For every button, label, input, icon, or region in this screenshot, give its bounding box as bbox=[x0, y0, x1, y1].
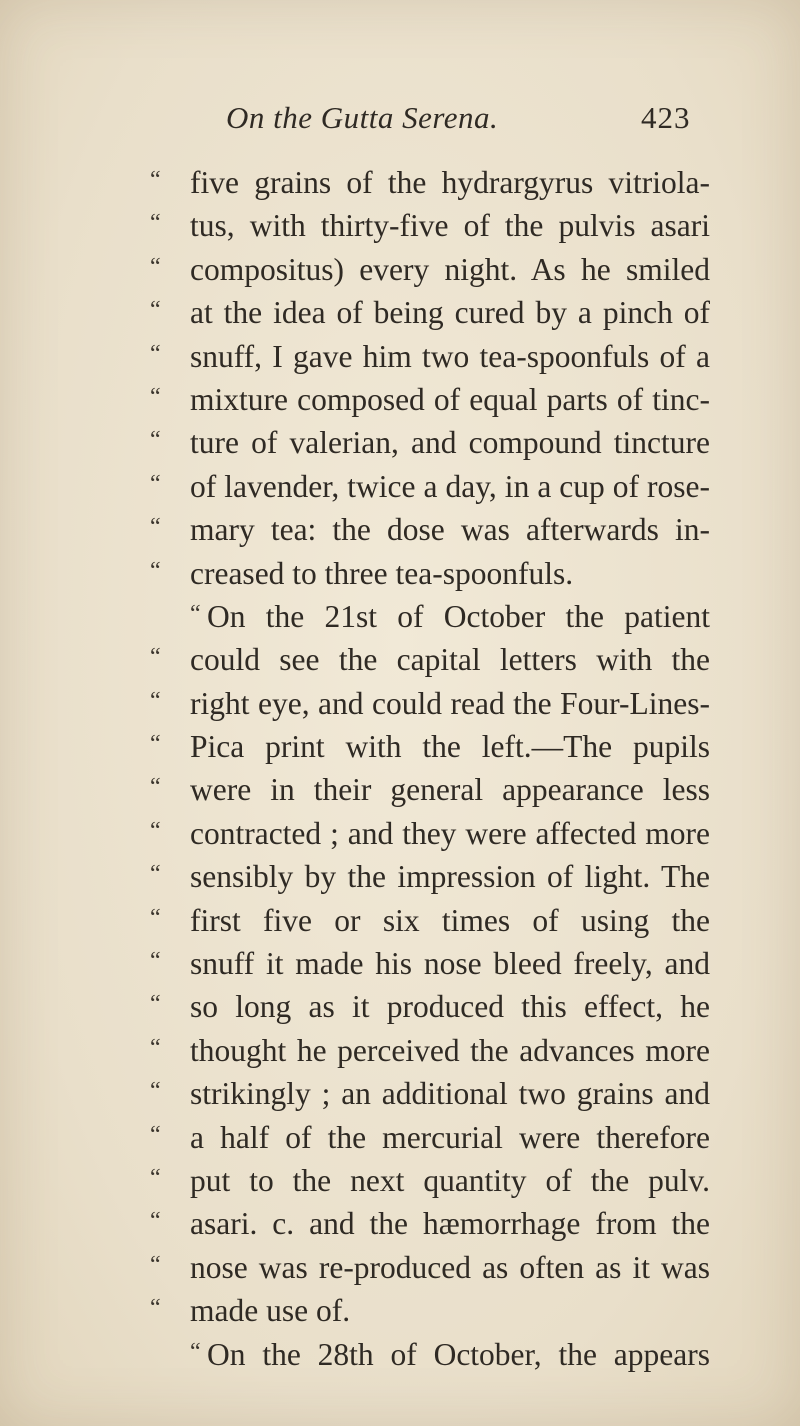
margin-quote-mark: “ bbox=[150, 210, 161, 237]
text-line bbox=[0, 1072, 800, 1115]
text-line bbox=[0, 552, 800, 595]
line-text: ture of valerian, and compound tincture bbox=[190, 425, 710, 461]
margin-quote-mark: “ bbox=[150, 1208, 161, 1235]
text-line bbox=[0, 942, 800, 985]
running-title: On the Gutta Serena. bbox=[226, 100, 499, 135]
margin-quote-mark: “ bbox=[150, 383, 161, 410]
line-text: sensibly by the impression of light. The bbox=[190, 859, 710, 895]
margin-quote-mark: “ bbox=[150, 1034, 161, 1061]
line-text: at the idea of being cured by a pinch of bbox=[190, 295, 710, 331]
margin-quote-mark: “ bbox=[150, 991, 161, 1018]
margin-quote-mark: “ bbox=[150, 904, 161, 931]
line-text: of lavender, twice a day, in a cup of rose- bbox=[190, 468, 710, 504]
line-text: five grains of the hydrargyrus vitriola- bbox=[190, 165, 710, 200]
text-line bbox=[0, 508, 800, 551]
margin-quote-mark: “ bbox=[150, 470, 161, 497]
text-line bbox=[0, 899, 800, 942]
text-line bbox=[0, 725, 800, 768]
text-line bbox=[0, 985, 800, 1028]
line-text: On the 21st of October the patient bbox=[207, 598, 710, 634]
margin-quote-mark: “ bbox=[150, 774, 161, 801]
line-text: right eye, and could read the Four-Lines- bbox=[190, 685, 710, 721]
margin-quote-mark: “ bbox=[150, 557, 161, 584]
margin-quote-mark: “ bbox=[150, 861, 161, 888]
text-line bbox=[0, 421, 800, 464]
margin-quote-mark: “ bbox=[150, 948, 161, 975]
line-text: mixture composed of equal parts of tinc- bbox=[190, 381, 710, 417]
line-text: On the 28th of October, the appears bbox=[207, 1336, 710, 1372]
text-line bbox=[0, 1159, 800, 1202]
line-text: put to the next quantity of the pulv. bbox=[190, 1162, 710, 1198]
text-line bbox=[0, 378, 800, 421]
text-line bbox=[0, 595, 800, 638]
line-text: snuff, I gave him two tea-spoonfuls of a bbox=[190, 338, 710, 374]
margin-quote-mark: “ bbox=[150, 340, 161, 367]
margin-quote-mark: “ bbox=[150, 817, 161, 844]
margin-quote-mark: “ bbox=[150, 731, 161, 758]
line-text: nose was re-produced as often as it was bbox=[190, 1249, 710, 1285]
page-header bbox=[0, 100, 800, 140]
line-text: asari. c. and the hæmorrhage from the bbox=[190, 1206, 710, 1242]
text-line bbox=[0, 161, 800, 204]
text-line bbox=[0, 204, 800, 247]
text-line bbox=[0, 1116, 800, 1159]
body-text bbox=[0, 161, 800, 1376]
text-line bbox=[0, 1246, 800, 1289]
line-text: snuff it made his nose bleed freely, and bbox=[190, 946, 710, 982]
line-text: tus, with thirty-five of the pulvis asari bbox=[190, 208, 710, 244]
text-line bbox=[0, 682, 800, 725]
line-text: contracted ; and they were affected more bbox=[190, 815, 710, 851]
page-number: 423 bbox=[641, 100, 691, 135]
text-line bbox=[0, 768, 800, 811]
margin-quote-mark: “ bbox=[150, 427, 161, 454]
line-text: first five or six times of using the bbox=[190, 902, 710, 938]
margin-quote-mark: “ bbox=[150, 1078, 161, 1105]
line-text: thought he perceived the advances more bbox=[190, 1032, 710, 1068]
text-line bbox=[0, 1333, 800, 1376]
line-text: Pica print with the left.—The pupils bbox=[190, 729, 710, 765]
text-line bbox=[0, 1289, 800, 1332]
line-text: compositus) every night. As he smiled bbox=[190, 251, 710, 287]
line-text: so long as it produced this effect, he bbox=[190, 989, 710, 1025]
margin-quote-mark: “ bbox=[150, 644, 161, 671]
margin-quote-mark: “ bbox=[150, 1121, 161, 1148]
opening-quote-mark: “ bbox=[190, 1338, 201, 1365]
opening-quote-mark: “ bbox=[190, 600, 201, 627]
text-line bbox=[0, 1202, 800, 1245]
line-text: mary tea: the dose was afterwards in- bbox=[190, 512, 710, 548]
margin-quote-mark: “ bbox=[150, 297, 161, 324]
margin-quote-mark: “ bbox=[150, 1164, 161, 1191]
margin-quote-mark: “ bbox=[150, 1295, 161, 1322]
margin-quote-mark: “ bbox=[150, 1251, 161, 1278]
text-line bbox=[0, 335, 800, 378]
line-text: a half of the mercurial were therefore bbox=[190, 1119, 710, 1155]
margin-quote-mark: “ bbox=[150, 687, 161, 714]
line-text: could see the capital letters with the bbox=[190, 642, 710, 678]
text-line bbox=[0, 1029, 800, 1072]
text-line bbox=[0, 291, 800, 334]
text-line bbox=[0, 465, 800, 508]
line-text: strikingly ; an additional two grains and bbox=[190, 1076, 710, 1112]
margin-quote-mark: “ bbox=[150, 167, 161, 193]
text-line bbox=[0, 812, 800, 855]
text-line bbox=[0, 638, 800, 681]
text-line bbox=[0, 248, 800, 291]
margin-quote-mark: “ bbox=[150, 514, 161, 541]
margin-quote-mark: “ bbox=[150, 253, 161, 280]
line-text: were in their general appearance less bbox=[190, 772, 710, 808]
text-line bbox=[0, 855, 800, 898]
line-text: creased to three tea-spoonfuls. bbox=[190, 555, 574, 591]
line-text: made use of. bbox=[190, 1293, 351, 1329]
